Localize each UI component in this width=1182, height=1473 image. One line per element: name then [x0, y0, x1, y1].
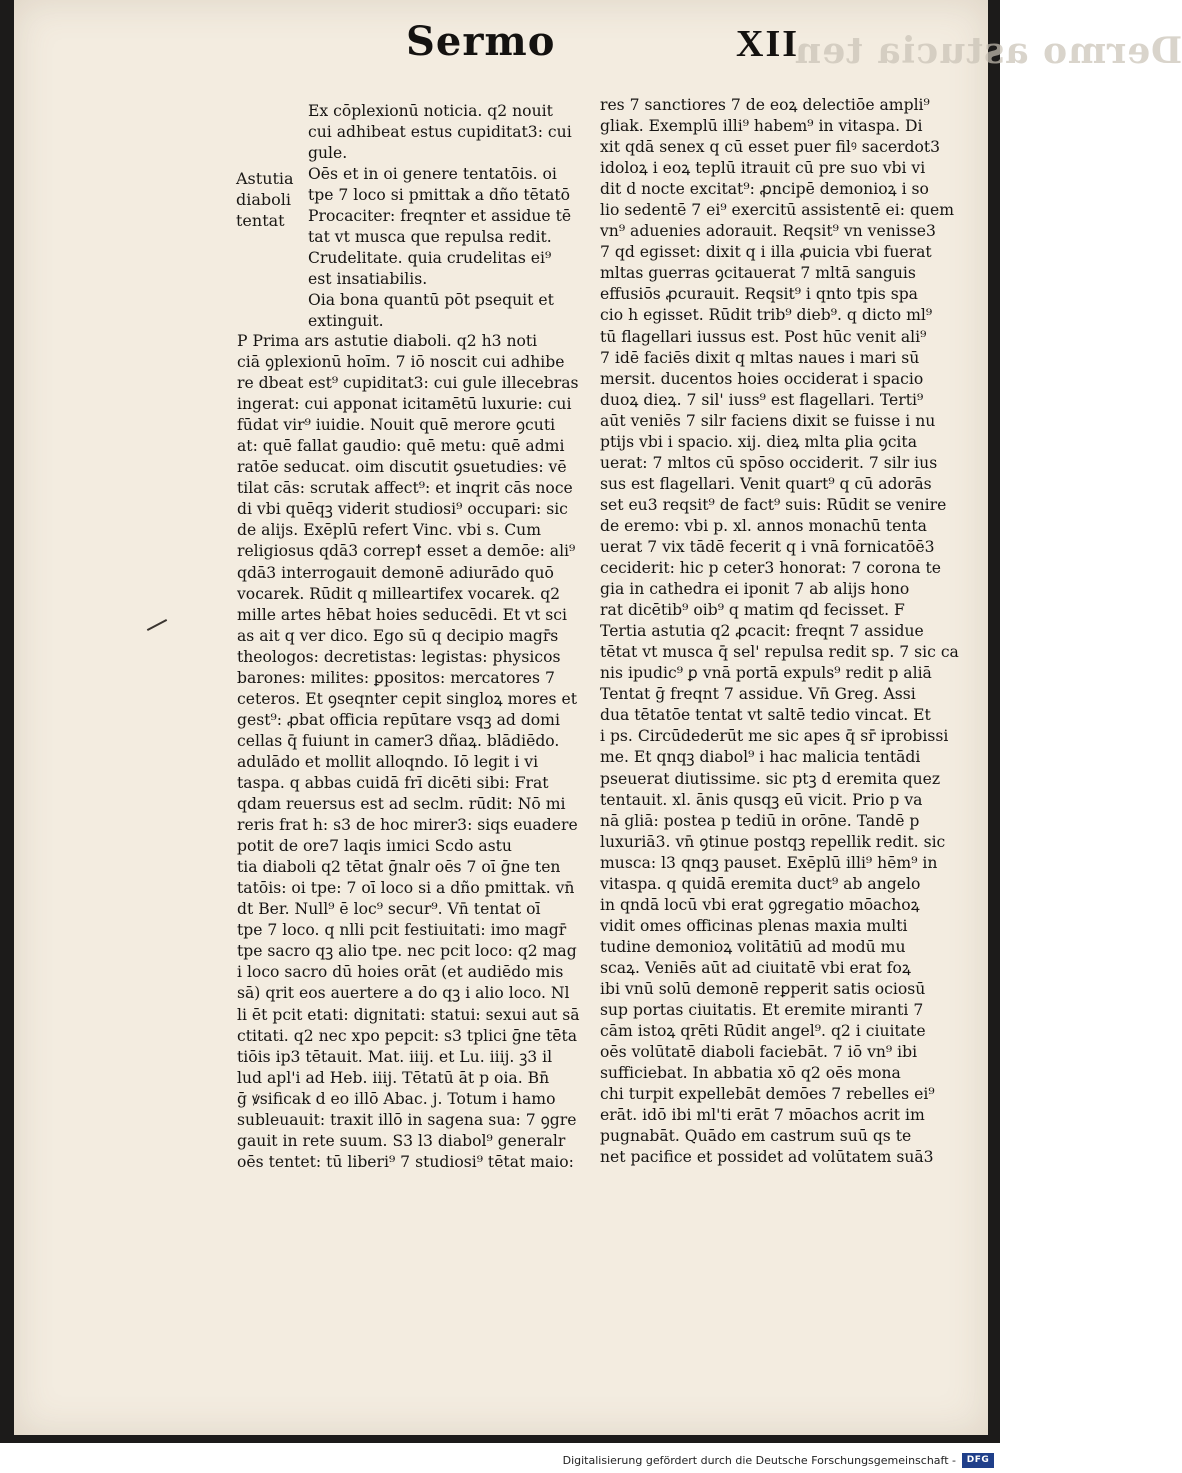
text-line: dit d nocte excitat⁹: ꝓncipē demonioꝝ i so	[600, 180, 929, 199]
text-line: tia diaboli q2 tētat ḡnalr oēs 7 oī ḡne ten	[237, 858, 561, 877]
right-column-text	[600, 95, 959, 1168]
text-line: tilat cās: scrutak affect⁹: et inqrit cās noce	[237, 479, 573, 498]
running-head-word: Sermo	[406, 18, 556, 65]
text-line: duoꝝ dieꝝ. 7 sil' iuss⁹ est flagellari. Terti⁹	[600, 390, 924, 409]
text-line: fūdat vir⁹ iuidie. Nouit quē merore ꝯcuti	[237, 416, 556, 435]
left-column-top-text	[308, 101, 583, 333]
text-line: vn⁹ aduenies adorauit. Reqsit⁹ vn venisse3	[600, 222, 936, 241]
text-line: lud apl'i ad Heb. iiij. Tētatū āt p oia. Bn̄	[237, 1068, 550, 1087]
text-line: cui adhibeat estus cupiditat3: cui	[308, 123, 572, 142]
text-line: mltas guerras ꝯcitauerat 7 mltā sanguis	[600, 264, 916, 283]
text-line: scaꝝ. Veniēs aūt ad ciuitatē vbi erat foꝝ	[600, 958, 911, 977]
text-line: reris frat h: s3 de hoc mirer3: siqs euadere	[237, 816, 578, 835]
text-line: sus est flagellari. Venit quart⁹ q cū adorās	[600, 474, 932, 493]
text-line: gia in cathedra ei iponit 7 ab alijs hono	[600, 580, 910, 599]
text-line: qdā3 interrogauit demonē adiurādo quō	[237, 563, 554, 582]
text-line: ratōe seducat. oim discutit ꝯsuetudies: vē	[237, 458, 567, 477]
footer-bar	[0, 1450, 1000, 1473]
text-line: tētat vt musca q̄ sel' repulsa redit sp. 7 sic ca	[600, 643, 959, 662]
text-line: theologos: decretistas: legistas: physicos	[237, 647, 561, 666]
text-line: de eremo: vbi p. xl. annos monachū tenta	[600, 516, 927, 535]
running-head-number: XII	[736, 23, 800, 65]
text-line: Tentat ḡ freqnt 7 assidue. Vn̄ Greg. Assi	[600, 685, 916, 704]
text-line: est insatiabilis.	[308, 270, 428, 289]
left-column-text	[237, 331, 582, 1173]
text-line: ceteros. Et ꝯseqnter cepit singloꝝ mores et	[237, 689, 577, 708]
text-line: tat vt musca que repulsa redit.	[308, 228, 552, 247]
text-line: religiosus qdā3 correpꝉ esset a demōe: ali⁹	[237, 542, 576, 561]
text-line: set eu3 reqsit⁹ de fact⁹ suis: Rūdit se venire	[600, 495, 947, 514]
text-line: erāt. idō ibi ml'ti erāt 7 mōachos acrit im	[600, 1106, 925, 1125]
text-line: dua tētatōe tentat vt saltē tedio vincat. Et	[600, 706, 931, 725]
text-line: sup portas ciuitatis. Et eremite miranti 7	[600, 1001, 924, 1020]
show-through-text: Dermo astucia ten	[794, 30, 1182, 72]
text-line: mersit. ducentos hoies occiderat i spacio	[600, 369, 924, 388]
text-line: ptijs vbi i spacio. xij. dieꝝ mlta ꝑlia ꝯcita	[600, 432, 917, 451]
text-line: gliak. Exemplū illi⁹ habem⁹ in vitaspa. Di	[600, 117, 923, 136]
text-line: tpe 7 loco si pmittak a dño tētatō	[308, 186, 571, 205]
text-line: as ait q ver dico. Ego sū q decipio magr̄s	[237, 626, 559, 645]
text-line: vidit omes officinas plenas maxia multi	[600, 916, 908, 935]
text-line: vitaspa. q quidā eremita duct⁹ ab angelo	[600, 874, 921, 893]
text-line: de alijs. Exēplū refert Vinc. vbi s. Cum	[237, 521, 542, 540]
text-line: li ēt pcit etati: dignitati: statui: sexui aut sā	[237, 1005, 580, 1024]
text-line: luxuriā3. vn̄ ꝯtinue postqꝫ repellik redit. sic	[600, 832, 946, 851]
text-line: Tertia astutia q2 ꝓcacit: freqnt 7 assidue	[600, 622, 924, 641]
text-line: lio sedentē 7 ei⁹ exercitū assistentē ei: quem	[600, 201, 954, 220]
text-line: tatōis: oi tpe: 7 oī loco si a dño pmittak. vn̄	[237, 879, 575, 898]
marginal-note-line: tentat	[236, 211, 285, 230]
text-line: idoloꝝ i eoꝝ teplū itrauit cū pre suo vbi vi	[600, 159, 926, 178]
text-line: tiōis ip3 tētauit. Mat. iiij. et Lu. iiij. ꝫ3 il	[237, 1047, 553, 1066]
text-line: uerat 7 vix tādē fecerit q i vnā fornicatōē3	[600, 537, 935, 556]
marginal-note-line: diaboli	[236, 190, 292, 209]
text-line: tentauit. xl. ānis qusqꝫ eū vicit. Prio p va	[600, 790, 923, 809]
text-line: P Prima ars astutie diaboli. q2 h3 noti	[237, 332, 538, 350]
text-line: 7 idē faciēs dixit q mltas naues i mari sū	[600, 348, 920, 367]
text-line: tū flagellari iussus est. Post hūc venit ali⁹	[600, 327, 927, 346]
text-line: potit de ore7 laqis iımici Scdo astu	[237, 837, 512, 856]
text-line: res 7 sanctiores 7 de eoꝝ delectiōe ampli⁹	[600, 96, 930, 114]
text-line: dt Ber. Null⁹ ē loc⁹ secur⁹. Vn̄ tentat oī	[237, 900, 541, 919]
text-line: gule.	[308, 144, 348, 163]
text-line: vocarek. Rūdit q milleartifex vocarek. q2	[237, 584, 561, 603]
text-line: cām istoꝝ qrēti Rūdit angel⁹. q2 i ciuitate	[600, 1022, 926, 1041]
text-line: re dbeat est⁹ cupiditat3: cui gule illecebras	[237, 374, 579, 393]
marginal-note	[236, 168, 300, 231]
text-line: mille artes hēbat hoies seducēdi. Et vt sci	[237, 605, 567, 624]
text-line: cellas q̄ fuiunt in camer3 dñaꝝ. blādiēdo.	[237, 731, 560, 750]
text-line: di vbi quēqꝫ viderit studiosi⁹ occupari: sic	[237, 500, 568, 519]
text-line: net pacifice et possidet ad volūtatem suā3	[600, 1148, 934, 1167]
text-line: ciā ꝯplexionū hoīm. 7 iō noscit cui adhibe	[237, 353, 565, 372]
text-line: cio h egisset. Rūdit trib⁹ dieb⁹. q dicto ml⁹	[600, 306, 933, 325]
text-line: ctitati. q2 nec xpo pepcit: s3 tplici ḡne tēta	[237, 1026, 578, 1045]
text-line: extinguit.	[308, 312, 384, 331]
text-line: gauit in rete suum. S3 l3 diabol⁹ generalr	[237, 1131, 566, 1150]
text-line: in qndā locū vbi erat ꝯgregatio mōachoꝝ	[600, 895, 920, 914]
text-line: ceciderit: hic p ceter3 honorat: 7 corona te	[600, 559, 941, 578]
text-line: pugnabāt. Quādo em castrum suū qs te	[600, 1127, 912, 1146]
marginal-note-line: Astutia	[236, 169, 294, 188]
text-line: subleuauit: traxit illō in sagena sua: 7 ꝯgre	[237, 1110, 577, 1129]
text-line: sufficiebat. In abbatia xō q2 oēs mona	[600, 1064, 901, 1083]
text-line: barones: milites: ꝑpositos: mercatores 7	[237, 668, 555, 687]
text-line: Ex cōplexionū noticia. q2 nouit	[308, 102, 553, 120]
text-line: musca: l3 qnqꝫ pauset. Exēplū illi⁹ hēm⁹ in	[600, 853, 938, 872]
text-line: aūt veniēs 7 silr faciens dixit se fuisse i nu	[600, 411, 936, 430]
funding-credit: Digitalisierung gefördert durch die Deutsche Forschungsgemeinschaft -	[562, 1454, 956, 1467]
text-line: uerat: 7 mltos cū spōso occiderit. 7 silr ius	[600, 453, 938, 472]
text-line: Oia bona quantū pōt psequit et	[308, 291, 554, 310]
text-line: ingerat: cui apponat icitamētū luxurie: cui	[237, 395, 572, 414]
text-line: taspa. q abbas cuidā frī dicēti sibi: Frat	[237, 773, 549, 792]
text-line: oēs tentet: tū liberi⁹ 7 studiosi⁹ tētat maio:	[237, 1152, 574, 1171]
text-line: nā gliā: postea p tediū in orōne. Tandē p	[600, 811, 920, 830]
text-line: rat dicētib⁹ oib⁹ q matim qd fecisset. F	[600, 601, 905, 620]
text-line: qdam reuersus est ad seclm. rūdit: Nō mi	[237, 795, 566, 814]
text-line: adulādo et mollit alloqndo. Iō legit i vi	[237, 752, 539, 771]
text-line: pseuerat diutissime. sic ptꝫ d eremita quez	[600, 769, 941, 788]
text-line: oēs volūtatē diaboli faciebāt. 7 iō vn⁹ ibi	[600, 1043, 918, 1062]
text-line: tudine demonioꝝ volitātiū ad modū mu	[600, 937, 906, 956]
text-line: Crudelitate. quia crudelitas ei⁹	[308, 249, 552, 268]
text-line: chi turpit expellebāt demōes 7 rebelles ei⁹	[600, 1085, 935, 1104]
text-line: i ps. Circūdederūt me sic apes q̄ sr̄ iprobissi	[600, 727, 949, 746]
text-line: tpe sacro qꝫ alio tpe. nec pcit loco: q2 mag	[237, 942, 577, 961]
dfg-logo[interactable]: DFG	[962, 1453, 994, 1468]
text-line: ḡ ꝟsificak d eo illō Abac. j. Totum i hamo	[237, 1089, 556, 1108]
text-line: Procaciter: freqnter et assidue tē	[308, 207, 572, 226]
text-line: me. Et qnqꝫ diabol⁹ i hac malicia tentādi	[600, 748, 921, 767]
text-line: 7 qd egisset: dixit q i illa ꝓuicia vbi fuerat	[600, 243, 932, 262]
text-line: sā) qrit eos auertere a do qꝫ i alio loco. Nl	[237, 984, 570, 1003]
text-line: effusiōs ꝓcurauit. Reqsit⁹ i qnto tpis spa	[600, 285, 918, 304]
text-line: xit qdā senex q cū esset puer filꝰ sacerdot3	[600, 138, 941, 157]
text-line: Oēs et in oi genere tentatōis. oi	[308, 165, 557, 184]
text-line: nis ipudic⁹ ꝑ vnā portā expuls⁹ redit p aliā	[600, 664, 932, 683]
text-line: at: quē fallat gaudio: quē metu: quē admi	[237, 437, 565, 456]
text-line: tpe 7 loco. q nlli pcit festiuitati: imo magr̄	[237, 921, 567, 940]
text-line: ibi vnū solū demonē reꝑperit satis ociosū	[600, 979, 926, 998]
text-line: i loco sacro dū hoies orāt (et audiēdo mis	[237, 963, 564, 982]
text-line: gest⁹: ꝓbat officia repūtare vsqꝫ ad domi	[237, 710, 560, 729]
